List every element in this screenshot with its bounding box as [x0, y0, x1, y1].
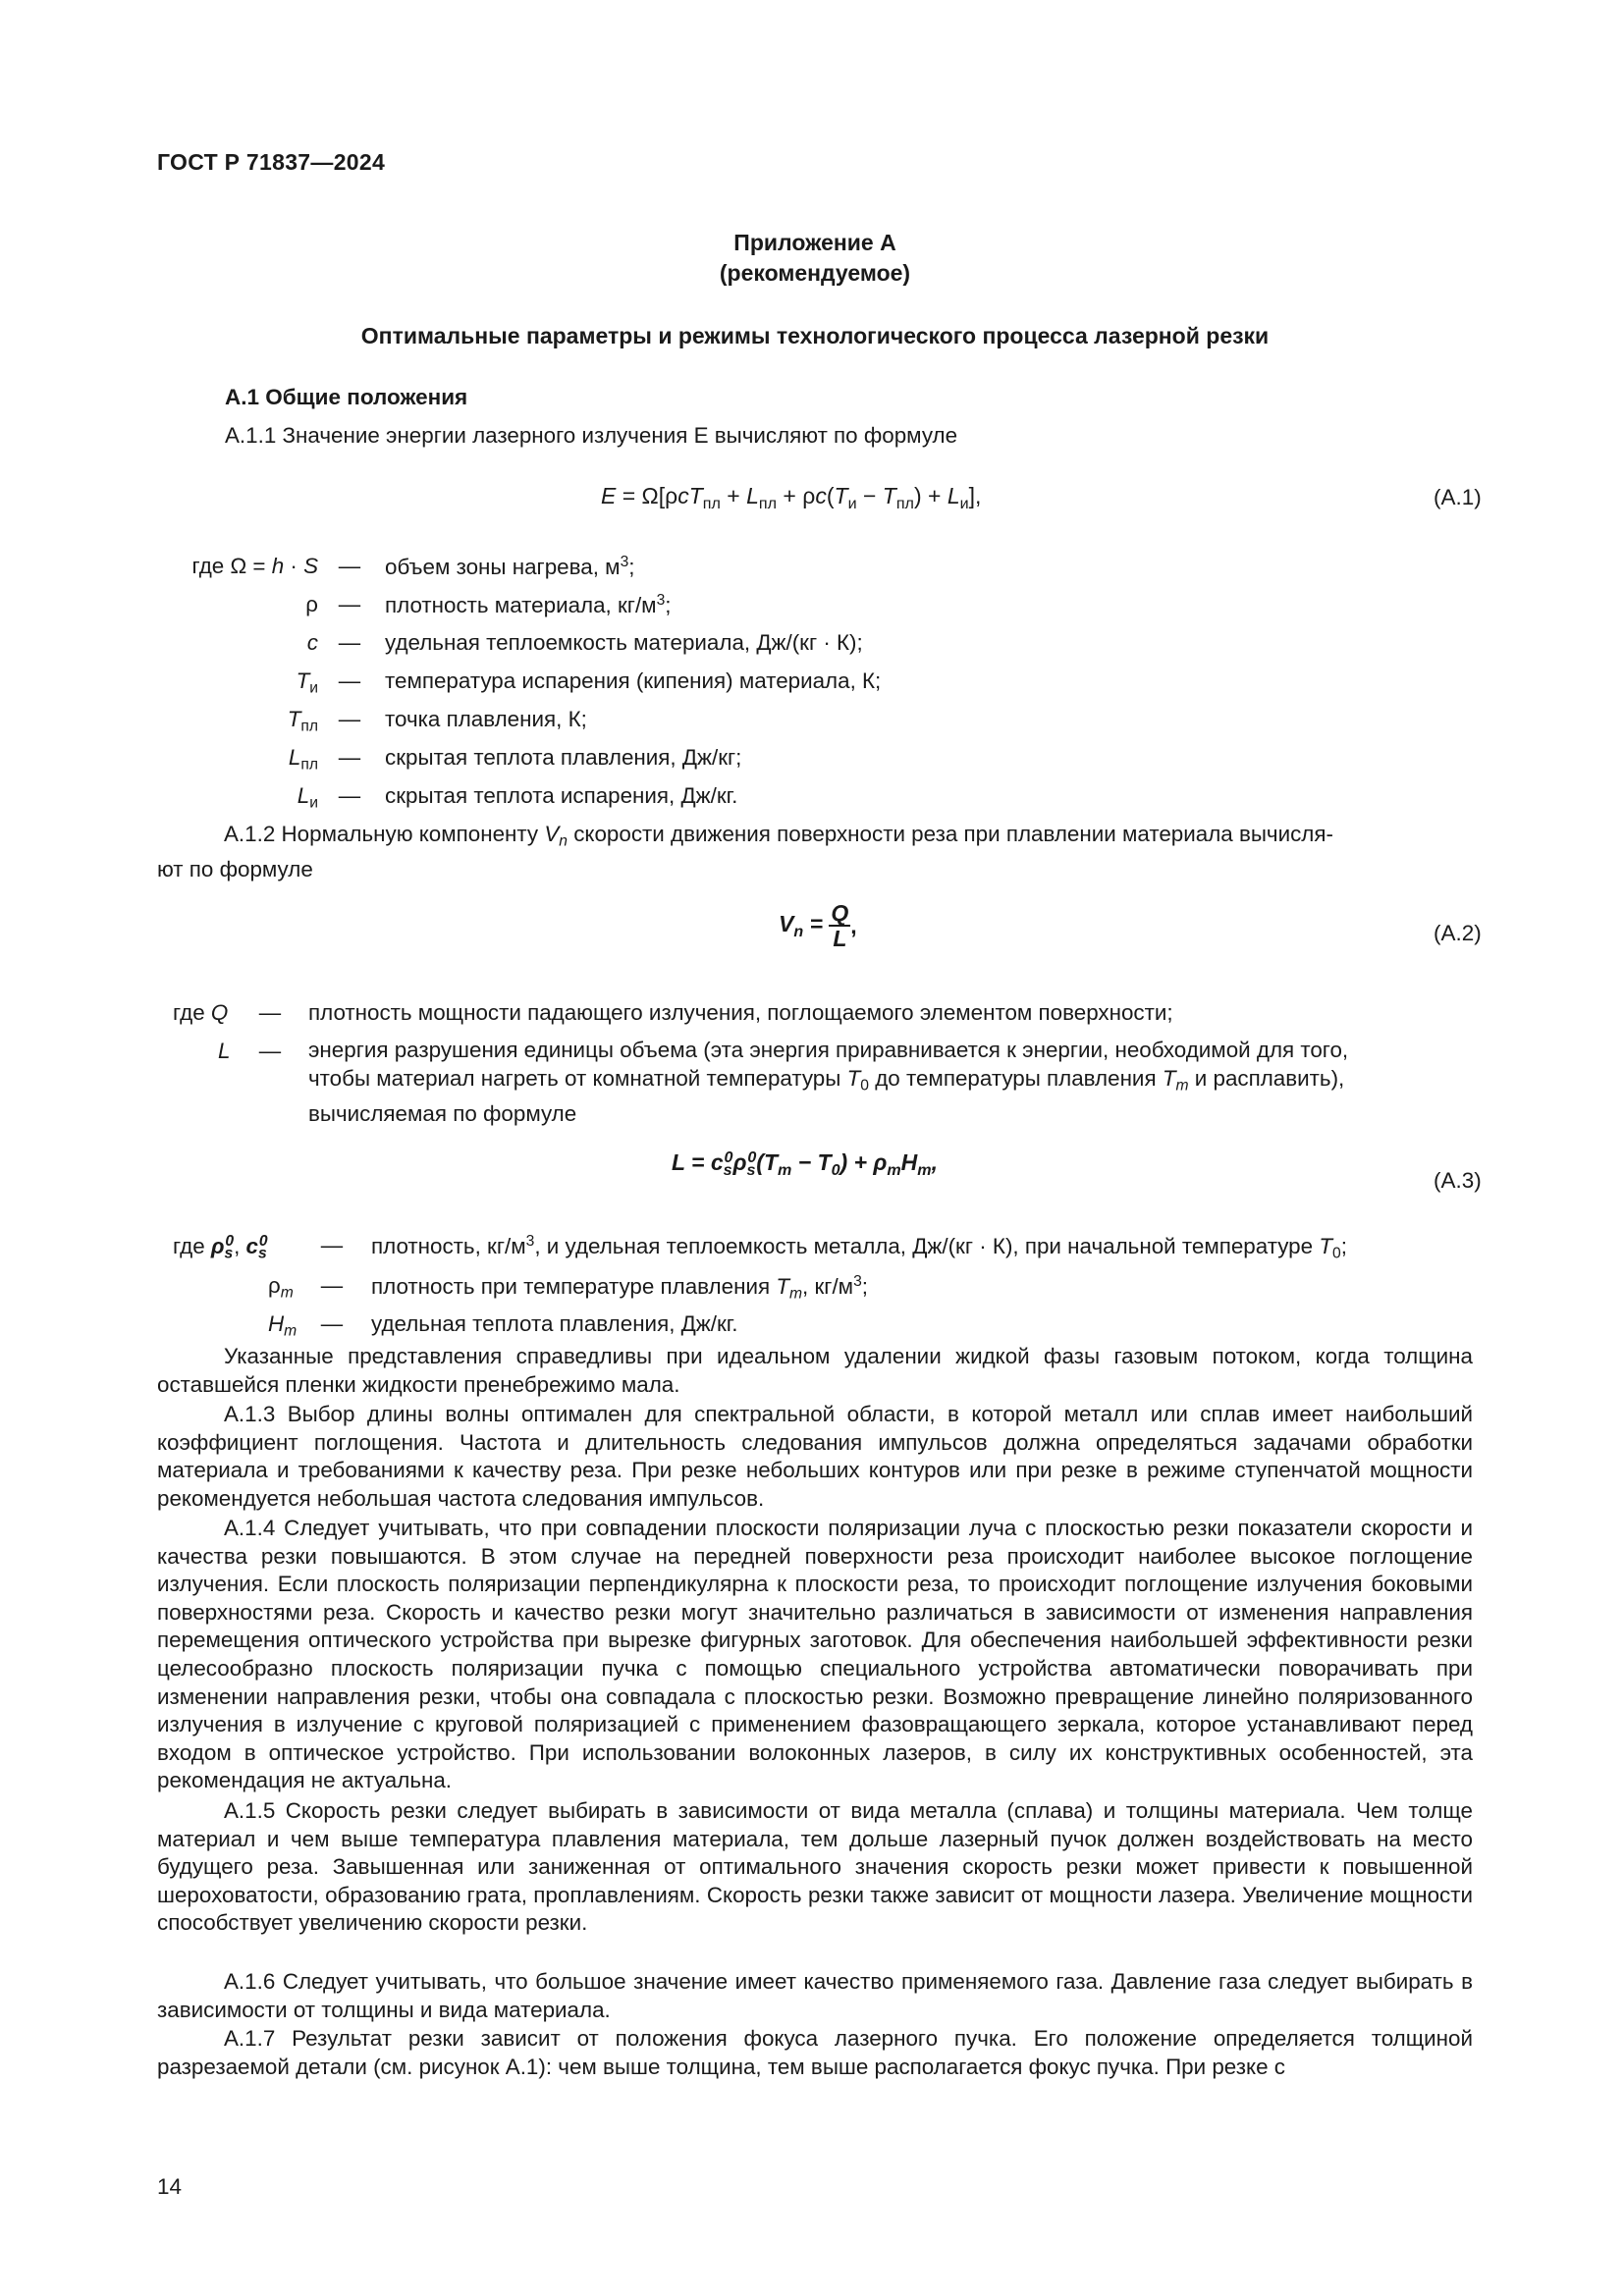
formula-a1-number: (А.1) — [1434, 485, 1482, 509]
where1-row-density: ρ — плотность материала, $кг/м^3$; — [305, 592, 672, 617]
paragraph-a12: А.1.2 Нормальную компоненту $V_n$ скорости движения поверхности реза при плавлении материала вычисля- ют по формуле — [157, 822, 1333, 882]
standard-header: ГОСТ Р 71837—2024 — [157, 149, 386, 175]
where1-row-lmelt: $L_{пл}$ — скрытая теплота плавления, Дж/кг; — [288, 745, 742, 774]
appendix-heading: Оптимальные параметры и режимы технологического процесса лазерной резки — [360, 323, 1270, 348]
where2-row-q: где Q — плотность мощности падающего излучения, поглощаемого элементом поверхности; — [173, 1000, 1173, 1025]
paragraph-a17: А.1.7 Результат резки зависит от положения фокуса лазерного пучка. Его положение определяется толщиной разрезаемой детали (см. рисунок А.1): чем выше толщина, тем выше располагается фокус пучка. При резке с — [157, 2026, 1473, 2079]
formula-a2-number: (А.2) — [1434, 921, 1482, 945]
section-title: А.1 Общие положения — [225, 385, 468, 409]
appendix-status: (рекомендуемое) — [719, 260, 911, 286]
page-number: 14 — [157, 2174, 183, 2199]
formula-a3-number: (А.3) — [1434, 1168, 1482, 1193]
paragraph-a11 — [225, 422, 1473, 451]
where3-row-rhom: $\rho_m$ — плотность при температуре плавления $T_m$, $кг/м^3$; — [268, 1273, 869, 1303]
paragraph-a16: А.1.6 Следует учитывать, что большое значение имеет качество применяемого газа. Давление газа следует выбирать в зависимости от толщины и вида материала. — [157, 1969, 1473, 2022]
paragraph-a15: А.1.5 Скорость резки следует выбирать в зависимости от вида металла (сплава) и толщины материала. Чем толще материал и чем выше температура плавления материала, тем дольше лазерный пучок должен воздействовать на место будущего реза. Завышенная или заниженная от оптимального значения скорость резки может привести к повышенной шероховатости, образованию грата, проплавлениям. Скорость резки также зависит от мощности лазера. Увеличение мощности способствует увеличению скорости резки. — [157, 1798, 1473, 1936]
where1-row-volume: где Ω = h · S — объем зоны нагрева, $м^3$; — [191, 554, 635, 579]
appendix-title: Приложение А — [733, 230, 896, 255]
where1-row-heatcap: c — удельная теплоемкость материала, Дж/(кг · К); — [306, 630, 863, 655]
formula-a1: $E = \Omega[\rho cT_{пл} + L_{пл} + \rho c(T_и - T_{пл}) + L_и]$, — [601, 483, 982, 512]
where1-row-tevap: $T_и$ — температура испарения (кипения) материала, К; — [296, 668, 882, 697]
formula-a3: $L = c_s^0\rho_s^0(T_m - T_0) + \rho_mH_m$, — [672, 1148, 938, 1179]
formula-a2: $V_n$ = $\frac{Q}{L}$ , — [779, 900, 857, 951]
paragraph-a13: А.1.3 Выбор длины волны оптимален для спектральной области, в которой металл или сплав имеет наибольший коэффициент поглощения. Частота и длительность следования импульсов должна определяться задачами обработки материала и требованиями к качеству реза. При резке небольших контуров или при резке в режиме ступенчатой мощности рекомендуется небольшая частота следования импульсов. — [157, 1402, 1473, 1511]
where3-row-hm: $H_m$ — удельная теплота плавления, Дж/кг. — [268, 1311, 738, 1340]
where3-row-density-heatcap: где $\rho_s^0$, $c_s^0$ — плотность, $кг/м^3$, и удельная теплоемкость металла, Дж/(кг · К), при начальной температуре $T_0$; — [173, 1233, 1347, 1262]
paragraph-a14: А.1.4 Следует учитывать, что при совпадении плоскости поляризации луча с плоскостью резки показатели скорости и качества резки повышаются. В этом случае на передней поверхности реза происходит наиболее высокое поглощение излучения. Если плоскость поляризации перпендикулярна к плоскости реза, то происходит поглощение излучения боковыми поверхностями реза. Скорость и качество резки могут значительно различаться в зависимости от изменения направления перемещения оптического устройства при вырезке фигурных заготовок. Для обеспечения наибольшей эффективности резки целесообразно плоскость поляризации пучка с помощью специального устройства автоматически поворачивать при изменении направления резки, чтобы она совпадала с плоскостью резки. Возможно превращение линейно поляризованного излучения в излучение с круговой поляризацией с применением фазовращающего зеркала, которое устанавливают перед входом в оптическое устройство. При использовании волоконных лазеров, в силу их конструктивных особенностей, эта рекомендация не актуальна. — [157, 1516, 1473, 1793]
paragraph-note: Указанные представления справедливы при идеальном удалении жидкой фазы газовым потоком, когда толщина оставшейся пленки жидкости пренебрежимо мала. — [157, 1344, 1473, 1397]
where1-lead: где Ω = h · S — [191, 554, 318, 578]
paragraph-a11-text: А.1.1 Значение энергии лазерного излучения E вычисляют по формуле — [225, 423, 958, 448]
where1-row-tmelt: $T_{пл}$ — точка плавления, К; — [287, 707, 587, 735]
where1-row-levap: $L_и$ — скрытая теплота испарения, Дж/кг. — [297, 783, 738, 812]
where2-row-l: L — энергия разрушения единицы объема (эта энергия приравнивается к энергии, необходимой для того, чтобы материал нагреть от комнатной температуры $T_0$ до температуры плавления $T_m$ и расплавить), вычисляемая по формуле — [218, 1038, 1349, 1126]
